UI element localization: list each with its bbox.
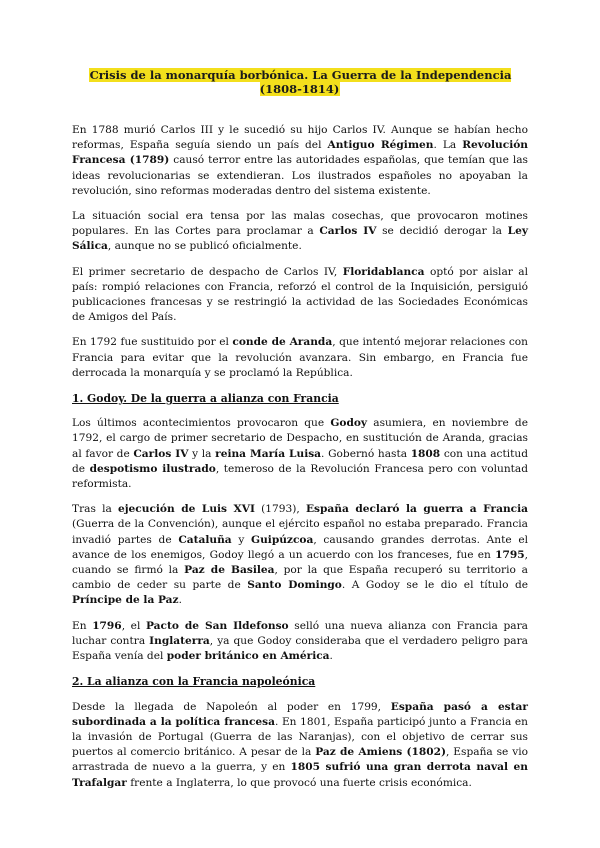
text-run: optó por aislar al país: rompió relaciones con Francia, reforzó el control de la Inquisición, persiguió publicaciones francesas y se restringió la actividad de las Sociedades Económicas de Amigos del País. (72, 265, 528, 324)
paragraph-4 (72, 335, 528, 381)
bold-text: 1796 (92, 619, 122, 632)
text-run: , que intentó mejorar relaciones con Francia para evitar que la revolución avanzara. Sin embargo, en Francia fue derrocada la monarquía y se proclamó la República. (72, 336, 528, 379)
text-run: , cuando se firmó la (72, 548, 528, 577)
bold-text: Inglaterra (149, 634, 210, 647)
bold-text: 1808 (410, 447, 441, 460)
bold-text: Guipúzcoa (251, 533, 314, 546)
text-run: , temeroso de la Revolución Francesa pero con voluntad reformista. (72, 462, 528, 491)
section-heading-2: 2. La alianza con la Francia napoleónica (72, 675, 316, 689)
paragraph-2 (72, 209, 528, 255)
bold-text: Santo Domingo (247, 579, 342, 592)
text-run: En 1788 murió Carlos III y le sucedió su hijo Carlos IV. Aunque se habían hecho reformas, España seguía siendo un país del (72, 124, 528, 152)
text-run: En (72, 619, 93, 632)
text-run: La situación social era tensa por las malas cosechas, que provocaron motines populares. En las Cortes para proclamar a (72, 210, 528, 238)
text-run: y la (188, 447, 216, 460)
text-run: frente a Inglaterra, lo que provocó una fuerte crisis económica. (126, 776, 472, 789)
bold-text: Revolución Francesa (1789) (72, 139, 528, 167)
text-run: Desde la llegada de Napoleón al poder en 1799, (72, 700, 391, 713)
bold-text: Cataluña (178, 533, 232, 546)
text-run: con una actitud de (72, 447, 528, 475)
section-heading-1: 1. Godoy. De la guerra a alianza con Francia (72, 392, 339, 406)
paragraph-5 (72, 416, 528, 492)
paragraph-6 (72, 502, 528, 608)
bold-text: Paz de Basilea (184, 564, 275, 577)
text-run: selló una nueva alianza con Francia para luchar contra (72, 619, 528, 647)
bold-text: Pacto de San Ildefonso (145, 619, 289, 632)
bold-text: Carlos IV (319, 225, 377, 238)
text-run: Tras la (72, 503, 118, 516)
document-body (72, 123, 528, 801)
text-run: . A Godoy se le dio el título de (341, 579, 529, 592)
bold-text: España declaró la guerra a Francia (305, 503, 528, 516)
bold-text: Floridablanca (342, 265, 425, 278)
document-title-text: Crisis de la monarquía borbónica. La Guerra de la Independencia (1808-1814) (89, 68, 512, 96)
text-run: , el (121, 619, 146, 632)
text-run: (1793), (254, 503, 306, 516)
bold-text: Carlos IV (133, 447, 189, 460)
text-run: , aunque no se publicó oficialmente. (107, 240, 302, 253)
text-run: . La (433, 139, 463, 152)
text-run: y (231, 533, 252, 546)
text-run: (Guerra de la Convención), aunque el ejército español no estaba preparado. Francia invadió partes de (72, 518, 528, 546)
bold-text: ejecución de Luis XVI (117, 503, 255, 516)
text-run: , ya que Godoy consideraba que el verdadero peligro para España venía del (72, 634, 528, 663)
bold-text: 1795 (495, 548, 525, 561)
paragraph-7 (72, 619, 528, 665)
bold-text: despotismo ilustrado (89, 462, 216, 475)
text-run: . (329, 650, 333, 663)
text-run: , España se vio arrastrada de nuevo a la guerra, y en (72, 746, 528, 774)
text-run: . Gobernó hasta (321, 447, 411, 460)
paragraph-3 (72, 265, 528, 326)
bold-text: Godoy (330, 417, 368, 430)
bold-text: 1805 sufrió una gran derrota naval en Trafalgar (72, 761, 528, 789)
bold-text: Príncipe de la Paz (72, 594, 179, 607)
bold-text: conde de Aranda (232, 336, 333, 349)
paragraph-1 (72, 123, 528, 199)
text-run: El primer secretario de despacho de Carlos IV, (72, 265, 343, 278)
text-run: En 1792 fue sustituido por el (72, 336, 233, 349)
text-run: , causando grandes derrotas. Ante el avance de los enemigos, Godoy llegó a un acuerdo con los franceses, fue en (72, 533, 529, 561)
text-run: Los últimos acontecimientos provocaron que (72, 417, 331, 430)
bold-text: España pasó a estar subordinada a la política francesa (72, 700, 528, 728)
document-title (72, 68, 528, 96)
paragraph-8 (72, 700, 528, 791)
text-run: . (178, 594, 182, 607)
bold-text: Ley Sálica (72, 225, 528, 253)
bold-text: reina María Luisa (215, 447, 322, 460)
bold-text: poder británico en América (166, 650, 330, 663)
text-run: asumiera, en noviembre de 1792, el cargo de primer secretario de Despacho, en sustitución de Aranda, gracias al favor de (72, 417, 528, 460)
bold-text: Antiguo Régimen (327, 139, 434, 152)
text-run: . En 1801, España participó junto a Francia en la invasión de Portugal (Guerra de las Naranjas), con el objetivo de cerrar sus puertos al comercio británico. A pesar de la (72, 715, 528, 759)
text-run: , por la que España recuperó su territorio a cambio de ceder su parte de (72, 564, 528, 592)
bold-text: Paz de Amiens (1802) (315, 746, 447, 759)
text-run: se decidió derogar la (376, 225, 508, 238)
text-run: causó terror entre las autoridades españolas, que temían que las ideas revolucionarias se extendieran. Los ilustrados españoles no apoyaban la revolución, sino reformas moderadas dentro del sistema existente. (72, 154, 528, 197)
